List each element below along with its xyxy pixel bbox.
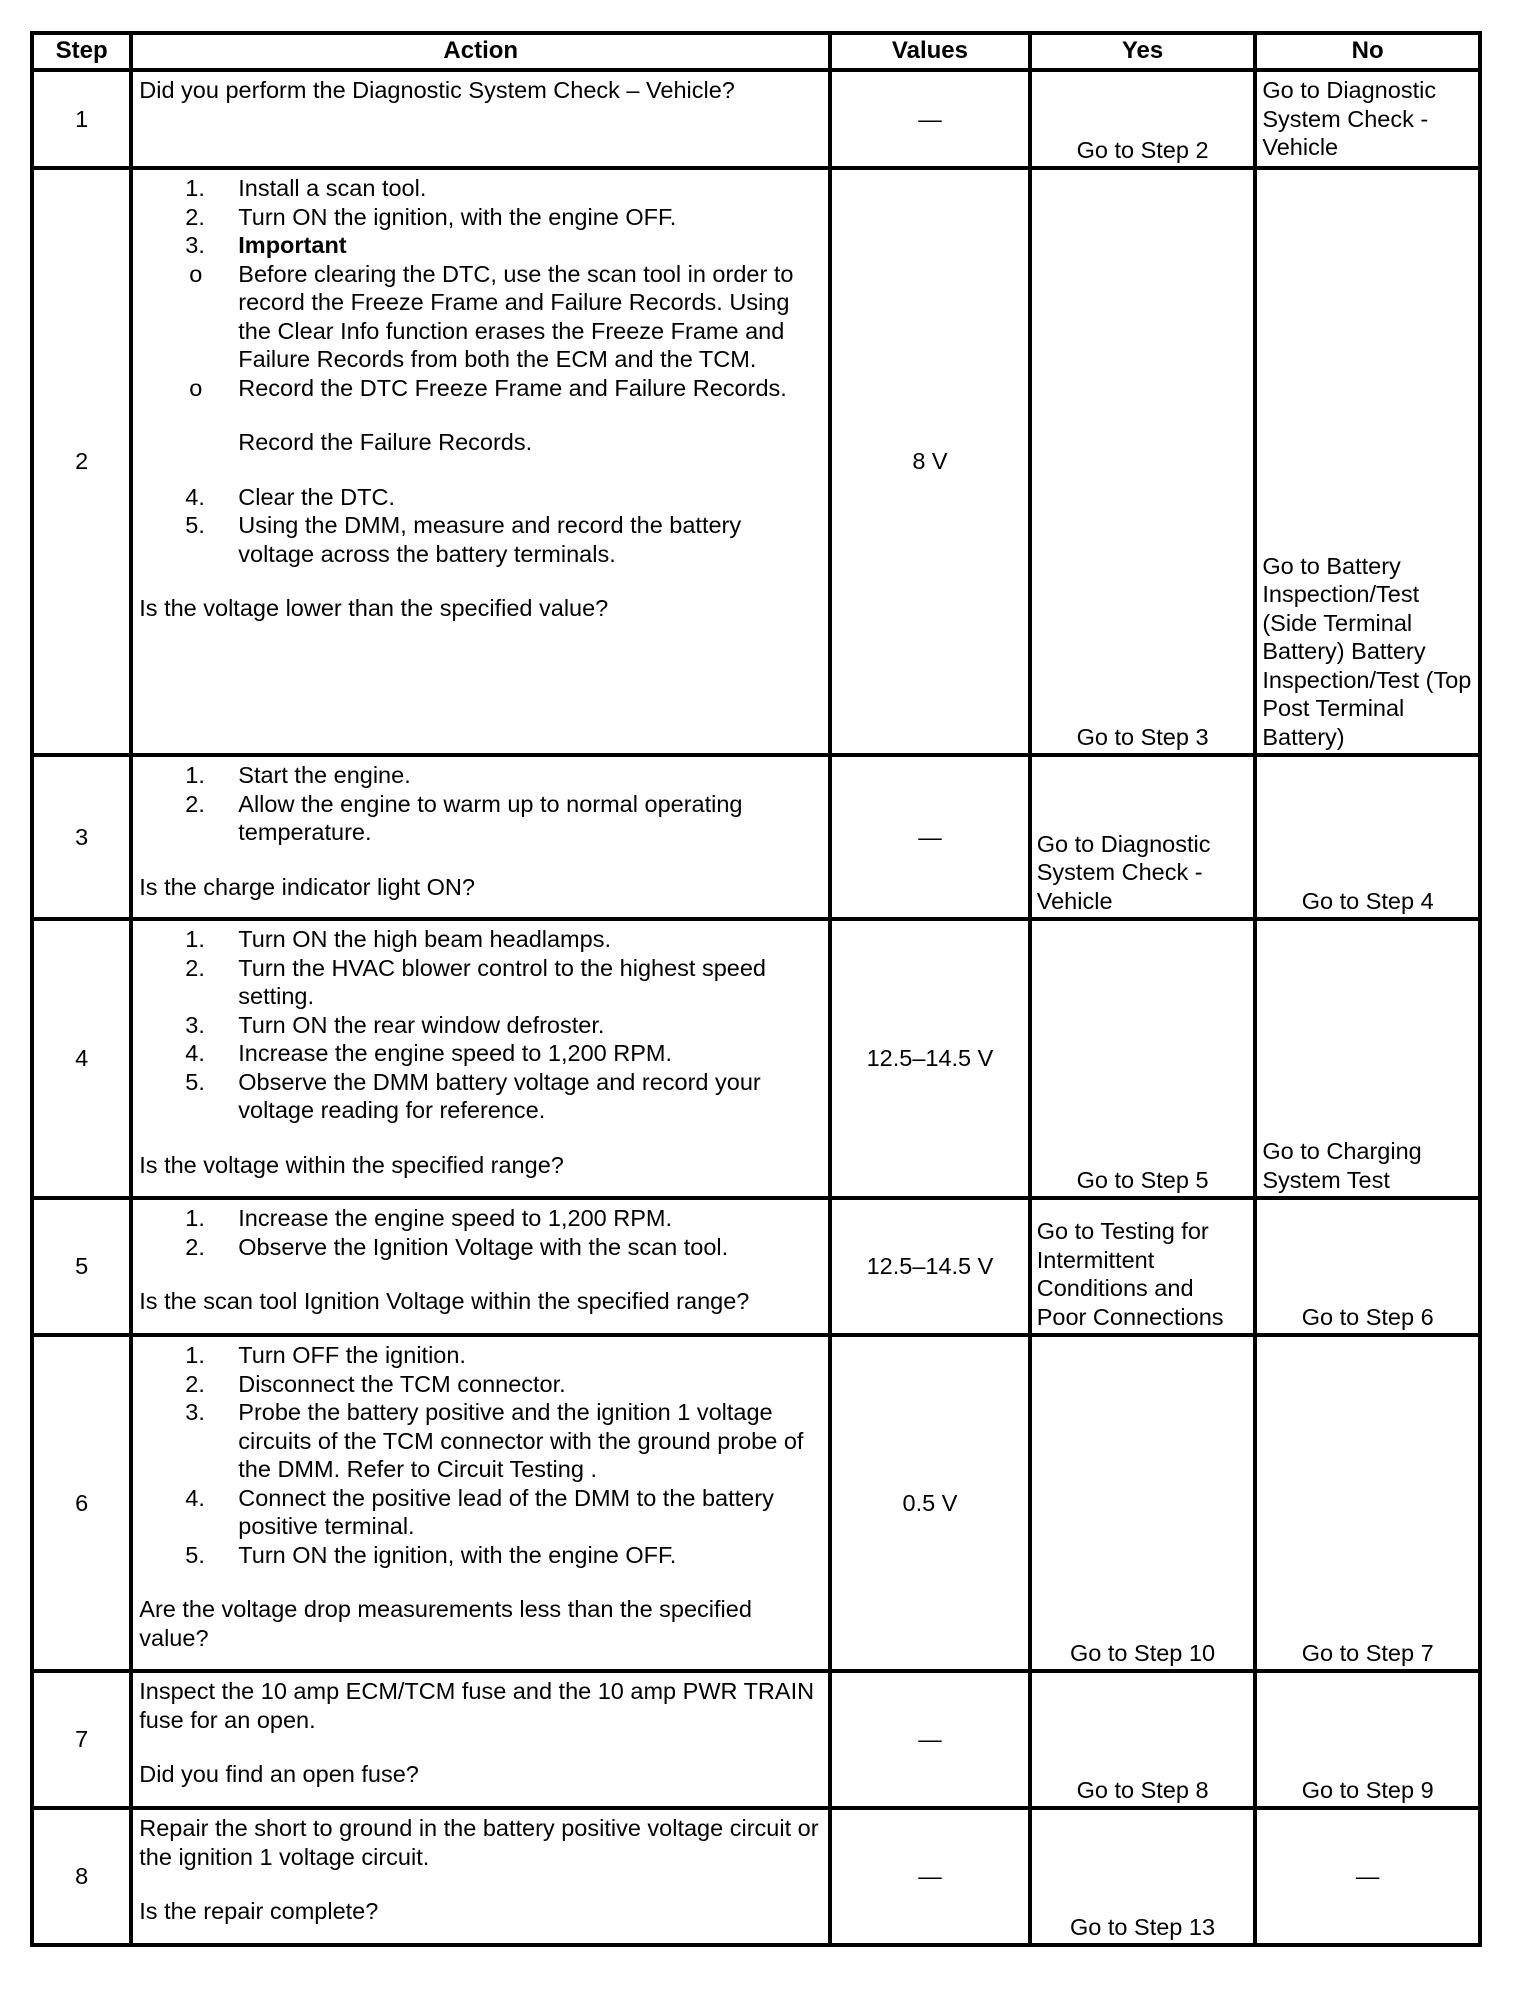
list-item: 4. Clear the DTC.	[185, 483, 395, 510]
question-text: Is the voltage within the specified range?	[139, 1151, 564, 1178]
list-item: 1. Turn OFF the ignition.	[185, 1342, 466, 1368]
no-link[interactable]: Go to Step 7	[1255, 1335, 1480, 1671]
value-cell: —	[830, 1671, 1030, 1808]
important-label: Important	[238, 232, 347, 258]
list-item: 2. Turn ON the ignition, with the engine OFF.	[185, 203, 677, 230]
list-item: 5. Observe the DMM battery voltage and record your voltage reading for reference.	[185, 1068, 761, 1123]
list-item: 1. Start the engine.	[185, 762, 411, 788]
yes-link[interactable]: Go to Step 8	[1030, 1671, 1256, 1808]
list-item: 3. Important o Before clearing the DTC, use the scan tool in order to record the Freeze Frame and Failure Records. Using the Clear Info function erases the Freeze Frame and Failure Records from both the ECM and the TCM. o Record the DTC Freeze Frame and Failure Records.	[139, 231, 822, 402]
no-link: —	[1255, 1808, 1480, 1945]
question-text: Is the charge indicator light ON?	[139, 873, 475, 900]
list-item: 2. Observe the Ignition Voltage with the scan tool.	[185, 1233, 729, 1260]
value-cell: —	[830, 70, 1030, 168]
question-text: Is the scan tool Ignition Voltage within the specified range?	[139, 1288, 750, 1314]
no-link[interactable]: Go to Step 6	[1255, 1198, 1480, 1335]
list-item: 5. Turn ON the ignition, with the engine OFF.	[185, 1541, 677, 1568]
action-steps	[139, 1204, 822, 1261]
table-row	[32, 168, 1480, 755]
list-item: 4. Connect the positive lead of the DMM to the battery positive terminal.	[185, 1484, 774, 1539]
header-step: Step	[32, 33, 131, 70]
table-row	[32, 919, 1480, 1198]
action-text: Repair the short to ground in the battery positive voltage circuit or the ignition 1 voltage circuit.	[139, 1815, 819, 1870]
table-row	[32, 1335, 1480, 1671]
action-steps-cont	[139, 483, 822, 569]
yes-link[interactable]: Go to Step 3	[1030, 168, 1256, 755]
header-no: No	[1255, 33, 1480, 70]
no-link[interactable]: Go to Step 9	[1255, 1671, 1480, 1808]
step-number: 2	[32, 168, 131, 755]
list-item: 3. Probe the battery positive and the ignition 1 voltage circuits of the TCM connector with the ground probe of the DMM. Refer to Circuit Testing .	[185, 1399, 804, 1482]
yes-link[interactable]: Go to Step 2	[1030, 70, 1256, 168]
step-number: 6	[32, 1335, 131, 1671]
list-item: 4. Increase the engine speed to 1,200 RPM.	[185, 1040, 672, 1066]
question-text: Is the repair complete?	[139, 1898, 379, 1924]
question-text: Did you find an open fuse?	[139, 1761, 419, 1787]
step-number: 3	[32, 755, 131, 919]
step-number: 5	[32, 1198, 131, 1335]
action-cell	[131, 919, 830, 1198]
diagnostic-table	[30, 31, 1482, 1947]
value-cell: —	[830, 755, 1030, 919]
list-item: 1. Install a scan tool.	[185, 175, 427, 201]
list-item: o Record the DTC Freeze Frame and Failure Records.	[189, 374, 787, 401]
action-steps	[139, 174, 822, 402]
no-link[interactable]: Go to Step 4	[1255, 755, 1480, 919]
header-yes: Yes	[1030, 33, 1256, 70]
action-cell	[131, 1198, 830, 1335]
table-row	[32, 1198, 1480, 1335]
value-cell: —	[830, 1808, 1030, 1945]
step-number: 4	[32, 919, 131, 1198]
table-row	[32, 70, 1480, 168]
table-row	[32, 1671, 1480, 1808]
list-item: 3. Turn ON the rear window defroster.	[185, 1011, 605, 1038]
list-item: 2. Turn the HVAC blower control to the highest speed setting.	[185, 954, 766, 1009]
yes-link[interactable]: Go to Step 10	[1030, 1335, 1256, 1671]
action-text: Inspect the 10 amp ECM/TCM fuse and the 10 amp PWR TRAIN fuse for an open.	[139, 1678, 815, 1733]
value-cell: 12.5–14.5 V	[830, 919, 1030, 1198]
important-bullets	[139, 260, 822, 403]
step-number: 7	[32, 1671, 131, 1808]
table-row	[32, 1808, 1480, 1945]
action-cell	[131, 1671, 830, 1808]
header-row	[32, 33, 1480, 70]
no-link[interactable]: Go to Battery Inspection/Test (Side Terminal Battery) Battery Inspection/Test (Top Post Terminal Battery)	[1255, 168, 1480, 755]
list-item: 1. Turn ON the high beam headlamps.	[185, 926, 611, 952]
yes-link[interactable]: Go to Step 5	[1030, 919, 1256, 1198]
list-item: 5. Using the DMM, measure and record the battery voltage across the battery terminals.	[185, 512, 742, 567]
table-row	[32, 755, 1480, 919]
no-link[interactable]: Go to Diagnostic System Check - Vehicle	[1255, 70, 1480, 168]
step-number: 1	[32, 70, 131, 168]
list-item: o Before clearing the DTC, use the scan tool in order to record the Freeze Frame and Failure Records. Using the Clear Info function erases the Freeze Frame and Failure Records from both the ECM and the TCM.	[189, 260, 794, 372]
yes-link[interactable]: Go to Diagnostic System Check - Vehicle	[1030, 755, 1256, 919]
action-cell	[131, 168, 830, 755]
question-text: Is the voltage lower than the specified value?	[139, 595, 609, 621]
question-text: Did you perform the Diagnostic System Check – Vehicle?	[139, 77, 735, 103]
note-text: Record the Failure Records.	[238, 429, 533, 455]
yes-link[interactable]: Go to Step 13	[1030, 1808, 1256, 1945]
value-cell: 12.5–14.5 V	[830, 1198, 1030, 1335]
action-steps	[139, 1341, 822, 1569]
question-text: Are the voltage drop measurements less than the specified value?	[139, 1596, 752, 1651]
list-item: 2. Disconnect the TCM connector.	[185, 1370, 566, 1397]
header-action: Action	[131, 33, 830, 70]
no-link[interactable]: Go to Charging System Test	[1255, 919, 1480, 1198]
list-item: 1. Increase the engine speed to 1,200 RPM.	[185, 1205, 672, 1231]
action-cell	[131, 70, 830, 168]
action-cell	[131, 1335, 830, 1671]
action-cell	[131, 755, 830, 919]
value-cell: 0.5 V	[830, 1335, 1030, 1671]
yes-link[interactable]: Go to Testing for Intermittent Conditions and Poor Connections	[1030, 1198, 1256, 1335]
step-number: 8	[32, 1808, 131, 1945]
action-steps	[139, 925, 822, 1125]
action-cell	[131, 1808, 830, 1945]
list-item: 2. Allow the engine to warm up to normal operating temperature.	[185, 790, 743, 845]
value-cell: 8 V	[830, 168, 1030, 755]
action-steps	[139, 761, 822, 847]
header-values: Values	[830, 33, 1030, 70]
